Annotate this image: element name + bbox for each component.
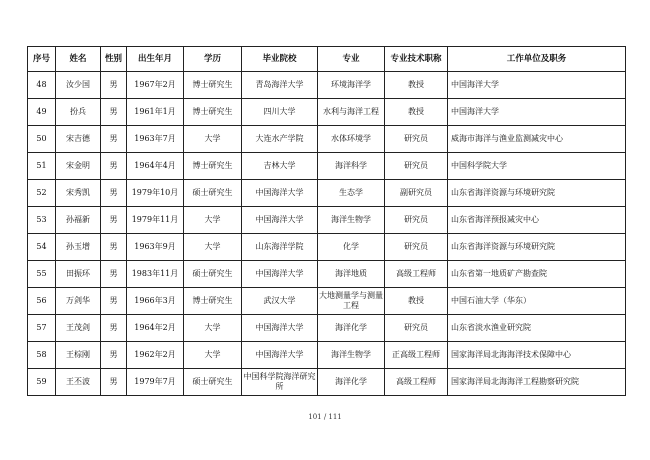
- cell-index: 55: [28, 261, 56, 288]
- cell-graduate-school: 山东海洋学院: [242, 234, 318, 261]
- cell-professional-title: 高级工程师: [385, 261, 448, 288]
- cell-index: 50: [28, 126, 56, 153]
- cell-employer-and-position: 国家海洋局北海海洋工程勘察研究院: [448, 369, 626, 396]
- cell-professional-title: 高级工程师: [385, 369, 448, 396]
- cell-employer-and-position: 山东省第一地质矿产勘查院: [448, 261, 626, 288]
- cell-name: 汝少国: [56, 72, 101, 99]
- cell-gender: 男: [101, 369, 127, 396]
- cell-name: 万剑华: [56, 288, 101, 315]
- cell-employer-and-position: 国家海洋局北海海洋技术保障中心: [448, 342, 626, 369]
- cell-professional-title: 研究员: [385, 126, 448, 153]
- cell-professional-title: 教授: [385, 72, 448, 99]
- cell-graduate-school: 中国科学院海洋研究所: [242, 369, 318, 396]
- cell-name: 宋金明: [56, 153, 101, 180]
- cell-index: 52: [28, 180, 56, 207]
- cell-birth-date: 1962年2月: [127, 342, 184, 369]
- cell-graduate-school: 武汉大学: [242, 288, 318, 315]
- cell-employer-and-position: 中国科学院大学: [448, 153, 626, 180]
- table-row: [28, 369, 626, 396]
- cell-name: 孙玉增: [56, 234, 101, 261]
- cell-employer-and-position: 山东省海洋资源与环境研究院: [448, 234, 626, 261]
- cell-name: 扮兵: [56, 99, 101, 126]
- cell-index: 58: [28, 342, 56, 369]
- cell-professional-title: 研究员: [385, 153, 448, 180]
- cell-education: 硕士研究生: [184, 261, 242, 288]
- cell-graduate-school: 大连水产学院: [242, 126, 318, 153]
- cell-employer-and-position: 威海市海洋与渔业监测减灾中心: [448, 126, 626, 153]
- cell-birth-date: 1967年2月: [127, 72, 184, 99]
- column-header-education: 学历: [184, 47, 242, 72]
- cell-professional-title: 研究员: [385, 234, 448, 261]
- column-header-professional-title: 专业技术职称: [385, 47, 448, 72]
- cell-birth-date: 1963年7月: [127, 126, 184, 153]
- cell-gender: 男: [101, 315, 127, 342]
- table-row: [28, 342, 626, 369]
- cell-employer-and-position: 中国石油大学（华东）: [448, 288, 626, 315]
- header-row: [28, 47, 626, 72]
- cell-graduate-school: 青岛海洋大学: [242, 72, 318, 99]
- cell-index: 53: [28, 207, 56, 234]
- cell-gender: 男: [101, 153, 127, 180]
- column-header-major: 专业: [318, 47, 385, 72]
- cell-graduate-school: 中国海洋大学: [242, 180, 318, 207]
- cell-gender: 男: [101, 180, 127, 207]
- cell-employer-and-position: 山东省海洋资源与环境研究院: [448, 180, 626, 207]
- cell-gender: 男: [101, 72, 127, 99]
- cell-graduate-school: 吉林大学: [242, 153, 318, 180]
- cell-major: 海洋地质: [318, 261, 385, 288]
- page-number: 101 / 111: [308, 413, 342, 421]
- cell-index: 59: [28, 369, 56, 396]
- cell-education: 硕士研究生: [184, 180, 242, 207]
- table-row: [28, 153, 626, 180]
- personnel-table: [27, 46, 626, 396]
- cell-birth-date: 1979年7月: [127, 369, 184, 396]
- table-row: [28, 234, 626, 261]
- cell-professional-title: 研究员: [385, 207, 448, 234]
- cell-birth-date: 1961年1月: [127, 99, 184, 126]
- cell-education: 博士研究生: [184, 288, 242, 315]
- cell-gender: 男: [101, 261, 127, 288]
- cell-professional-title: 教授: [385, 288, 448, 315]
- cell-employer-and-position: 中国海洋大学: [448, 72, 626, 99]
- cell-gender: 男: [101, 288, 127, 315]
- table-row: [28, 180, 626, 207]
- cell-index: 57: [28, 315, 56, 342]
- table-row: [28, 207, 626, 234]
- column-header-birth-date: 出生年月: [127, 47, 184, 72]
- cell-index: 49: [28, 99, 56, 126]
- cell-education: 大学: [184, 342, 242, 369]
- cell-gender: 男: [101, 207, 127, 234]
- table-header: [28, 47, 626, 72]
- cell-graduate-school: 中国海洋大学: [242, 315, 318, 342]
- cell-professional-title: 教授: [385, 99, 448, 126]
- cell-major: 大地测量学与测量工程: [318, 288, 385, 315]
- cell-major: 水利与海洋工程: [318, 99, 385, 126]
- cell-index: 54: [28, 234, 56, 261]
- table-row: [28, 261, 626, 288]
- table-row: [28, 99, 626, 126]
- cell-gender: 男: [101, 234, 127, 261]
- table-row: [28, 126, 626, 153]
- cell-graduate-school: 四川大学: [242, 99, 318, 126]
- cell-major: 海洋化学: [318, 315, 385, 342]
- cell-gender: 男: [101, 342, 127, 369]
- cell-name: 宋秀凯: [56, 180, 101, 207]
- cell-name: 田振环: [56, 261, 101, 288]
- table-body: [28, 72, 626, 396]
- cell-birth-date: 1964年4月: [127, 153, 184, 180]
- cell-education: 大学: [184, 126, 242, 153]
- column-header-graduate-school: 毕业院校: [242, 47, 318, 72]
- cell-name: 王茂剑: [56, 315, 101, 342]
- cell-education: 硕士研究生: [184, 369, 242, 396]
- cell-birth-date: 1963年9月: [127, 234, 184, 261]
- cell-education: 博士研究生: [184, 153, 242, 180]
- cell-professional-title: 正高级工程师: [385, 342, 448, 369]
- cell-gender: 男: [101, 99, 127, 126]
- cell-major: 海洋生物学: [318, 342, 385, 369]
- cell-name: 王棕刚: [56, 342, 101, 369]
- cell-name: 王丕波: [56, 369, 101, 396]
- cell-education: 大学: [184, 207, 242, 234]
- cell-professional-title: 研究员: [385, 315, 448, 342]
- cell-major: 海洋生物学: [318, 207, 385, 234]
- cell-index: 48: [28, 72, 56, 99]
- cell-gender: 男: [101, 126, 127, 153]
- cell-graduate-school: 中国海洋大学: [242, 207, 318, 234]
- cell-birth-date: 1983年11月: [127, 261, 184, 288]
- cell-major: 生态学: [318, 180, 385, 207]
- cell-name: 孙福新: [56, 207, 101, 234]
- column-header-gender: 性别: [101, 47, 127, 72]
- cell-major: 海洋科学: [318, 153, 385, 180]
- cell-major: 化学: [318, 234, 385, 261]
- cell-major: 环境海洋学: [318, 72, 385, 99]
- cell-index: 56: [28, 288, 56, 315]
- cell-birth-date: 1964年2月: [127, 315, 184, 342]
- cell-birth-date: 1966年3月: [127, 288, 184, 315]
- table-row: [28, 288, 626, 315]
- cell-education: 博士研究生: [184, 99, 242, 126]
- cell-major: 水体环境学: [318, 126, 385, 153]
- cell-major: 海洋化学: [318, 369, 385, 396]
- column-header-name: 姓名: [56, 47, 101, 72]
- cell-education: 大学: [184, 315, 242, 342]
- cell-professional-title: 副研究员: [385, 180, 448, 207]
- table-row: [28, 315, 626, 342]
- table-row: [28, 72, 626, 99]
- cell-birth-date: 1979年11月: [127, 207, 184, 234]
- cell-education: 大学: [184, 234, 242, 261]
- cell-graduate-school: 中国海洋大学: [242, 261, 318, 288]
- cell-employer-and-position: 山东省海洋预报减灾中心: [448, 207, 626, 234]
- cell-employer-and-position: 山东省淡水渔业研究院: [448, 315, 626, 342]
- cell-name: 宋吉德: [56, 126, 101, 153]
- cell-index: 51: [28, 153, 56, 180]
- cell-education: 博士研究生: [184, 72, 242, 99]
- cell-employer-and-position: 中国海洋大学: [448, 99, 626, 126]
- column-header-employer-and-position: 工作单位及职务: [448, 47, 626, 72]
- cell-birth-date: 1979年10月: [127, 180, 184, 207]
- column-header-index: 序号: [28, 47, 56, 72]
- cell-graduate-school: 中国海洋大学: [242, 342, 318, 369]
